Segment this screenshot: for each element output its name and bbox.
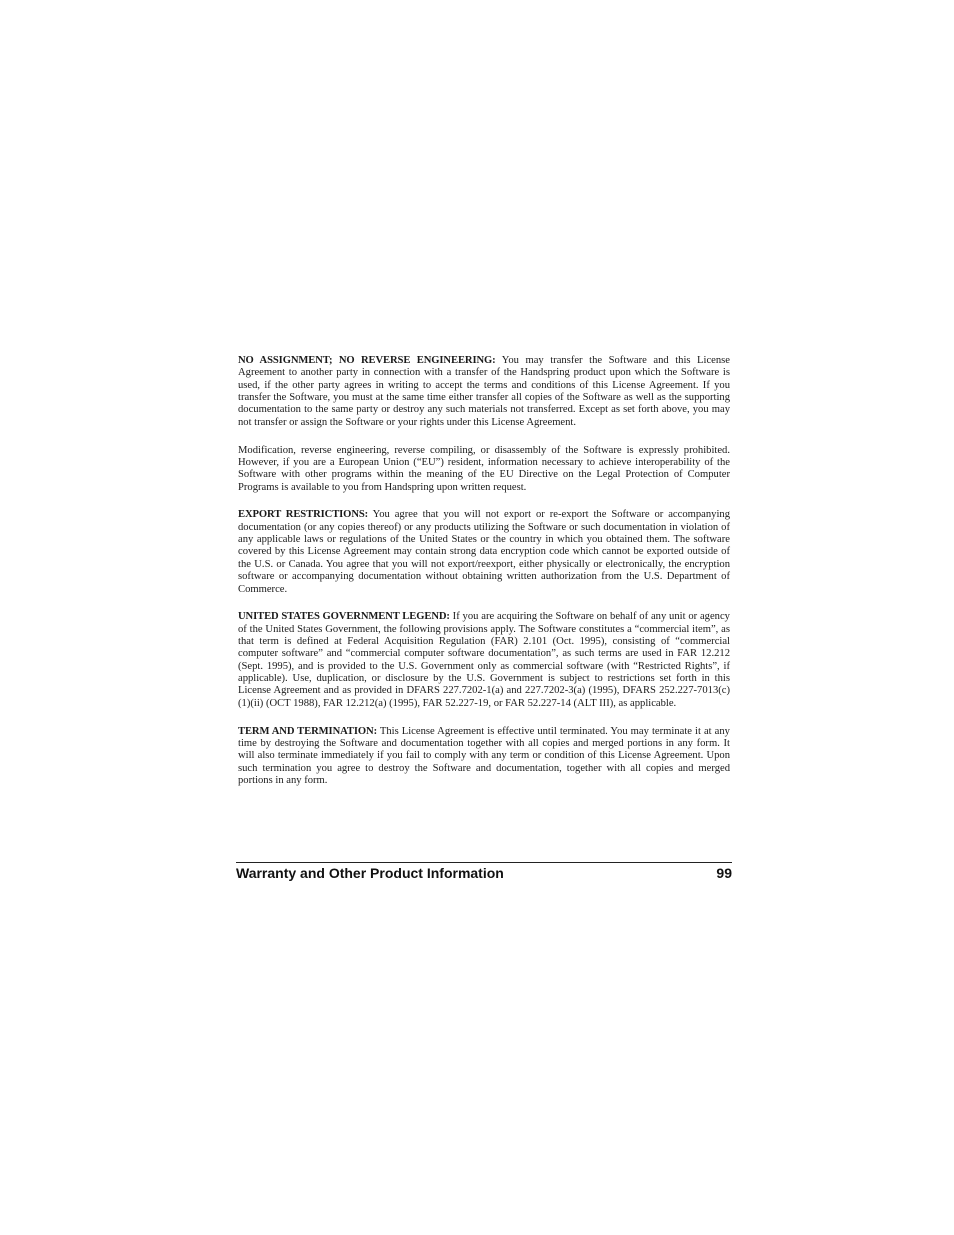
paragraph-text: This License Agreement is effective until terminated. You may terminate it at any time by destroying the Software and documentation together with all copies and merged portions in any form. It will also terminate immediately if you fail to comply with any term or condition of this License Agreement. Upon such termination you agree to destroy the Software and documentation, together with all copies and merged portions in any form. [238, 725, 730, 786]
paragraph-heading: EXPORT RESTRICTIONS: [238, 509, 369, 521]
paragraph-text: Modification, reverse engineering, reverse compiling, or disassembly of the Software is expressly prohibited. However, if you are a European Union (“EU”) resident, information necessary to achieve interoperability of the Software with other programs within the meaning of the EU Directive on the Legal Protection of Computer Programs is available to you from Handspring upon written request. [238, 444, 730, 493]
paragraph-term-and-termination [238, 726, 730, 788]
paragraph-text: If you are acquiring the Software on behalf of any unit or agency of the United States Government, the following provisions apply. The Software constitutes a “commercial item”, as that term is defined at Federal Acquisition Regulation (FAR) 2.101 (Oct. 1995), consisting of “commercial computer software” and “commercial computer software documentation”, as such terms are used in FAR 12.212 (Sept. 1995), and is provided to the U.S. Government only as commercial software (with “Restricted Rights”, if applicable). Use, duplication, or disclosure by the U.S. Government is subject to restrictions set forth in this License Agreement and as provided in DFARS 227.7202-1(a) and 227.7202-3(a) (1995), DFARS 252.227-7013(c)(1)(ii) (OCT 1988), FAR 12.212(a) (1995), FAR 52.227-19, or FAR 52.227-14 (ALT III), as applicable. [238, 611, 730, 709]
page-footer [236, 862, 732, 882]
footer-section-title: Warranty and Other Product Information [236, 865, 504, 881]
paragraph-no-assignment [238, 355, 730, 429]
paragraph-heading: NO ASSIGNMENT; NO REVERSE ENGINEERING: [238, 355, 496, 366]
paragraph-heading: UNITED STATES GOVERNMENT LEGEND: [238, 611, 450, 623]
paragraph-us-government-legend [238, 611, 730, 710]
document-body [238, 355, 730, 803]
paragraph-modification [238, 445, 730, 494]
paragraph-export-restrictions [238, 509, 730, 595]
paragraph-text: You may transfer the Software and this License Agreement to another party in connection with a transfer of the Handspring product upon which the Software is used, if the other party agrees in writing to accept the terms and conditions of this License Agreement. If you transfer the Software, you must at the same time either transfer all copies of the Software as well as the supporting documentation to the same party or destroy any such materials not transferred. Except as set forth above, you may not transfer or assign the Software or your rights under this License Agreement. [238, 355, 730, 428]
paragraph-text: You agree that you will not export or re-export the Software or accompanying documentation (or any copies thereof) or any products utilizing the Software or such documentation in violation of any applicable laws or regulations of the United States or the country in which you obtained them. The software covered by this License Agreement may contain strong data encryption code which cannot be exported outside of the U.S. or Canada. You agree that you will not export/reexport, either physically or electronically, the encryption software or accompanying documentation without obtaining written authorization from the U.S. Department of Commerce. [238, 509, 730, 595]
page-number: 99 [716, 865, 732, 881]
paragraph-heading: TERM AND TERMINATION: [238, 725, 377, 737]
